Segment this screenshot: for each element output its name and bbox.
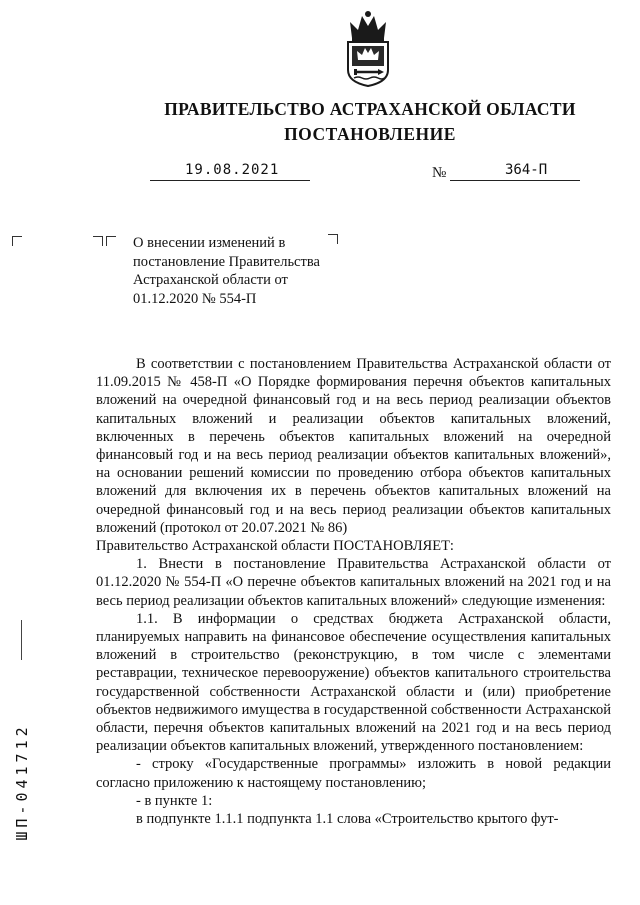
document-number: 364-П (505, 162, 548, 178)
body-paragraph-bullet-1: - строку «Государственные программы» изложить в новой редакции согласно приложению к настоящему постановлению; (96, 756, 611, 791)
body-paragraph-resolves: Правительство Астраханской области ПОСТАНОВЛЯЕТ: (96, 538, 454, 555)
body-paragraph-item-1: 1. Внести в постановление Правительства Астраханской области от 01.12.2020 № 554-П «О перечне объектов капитальных вложений на 2021 год и на весь период реализации объектов капитальных вложений» следующие изменения: (96, 556, 611, 609)
subject-corner-mark-left-inner (106, 236, 116, 246)
side-serial-block (2, 712, 42, 852)
number-underline (450, 180, 580, 181)
number-sign: № (432, 165, 447, 181)
body-paragraph-subitem: в подпункте 1.1.1 подпункта 1.1 слова «Строительство крытого фут- (136, 811, 559, 828)
body-paragraph-bullet-2: - в пункте 1: (136, 792, 213, 809)
document-type-title: ПОСТАНОВЛЕНИЕ (284, 124, 456, 144)
document-body (96, 355, 611, 828)
margin-line-mark (21, 620, 22, 660)
coat-of-arms-emblem (340, 8, 396, 88)
body-paragraph-item-1-1: 1.1. В информации о средствах бюджета Астраханской области, планируемых направить на финансовое обеспечение осуществления капитальных вложений в строительство (реконструкцию, в том числе с элементами реставрации, техническое перевооружение) объектов капитального строительства государственной собственности Астраханской области и (или) приобретение объектов недвижимого имущества в государственной собственности Астраханской области, перечня объектов капитальных вложений на 2021 год и на весь период реализации объектов капитальных вложений, утвержденного постановлением: (96, 610, 611, 755)
organization-title: ПРАВИТЕЛЬСТВО АСТРАХАНСКОЙ ОБЛАСТИ (164, 99, 576, 119)
document-date: 19.08.2021 (185, 162, 280, 178)
body-paragraph-preamble: В соответствии с постановлением Правительства Астраханской области от 11.09.2015 № 458-П «О Порядке формирования перечня объектов капитальных вложений на очередной финансовый год и на весь период реализации объектов капитальных вложений и реализации объектов капитальных вложений, включенных в перечень объектов капитальных вложений на очередной финансовый год и на весь период реализации объектов капитальных вложений», на основании решений комиссии по проведению отбора объектов капитальных вложений для включения их в перечень объектов капитальных вложений на очередной финансовый год и на весь период реализации объектов капитальных вложений (протокол от 20.07.2021 № 86) (96, 356, 611, 536)
date-underline (150, 180, 310, 181)
subject-corner-mark-left (93, 236, 103, 246)
side-serial-number: ШП-041712 (13, 723, 31, 841)
document-subject: О внесении изменений в постановление Правительства Астраханской области от 01.12.2020 № 554-П (133, 235, 320, 307)
left-corner-mark (12, 236, 22, 246)
